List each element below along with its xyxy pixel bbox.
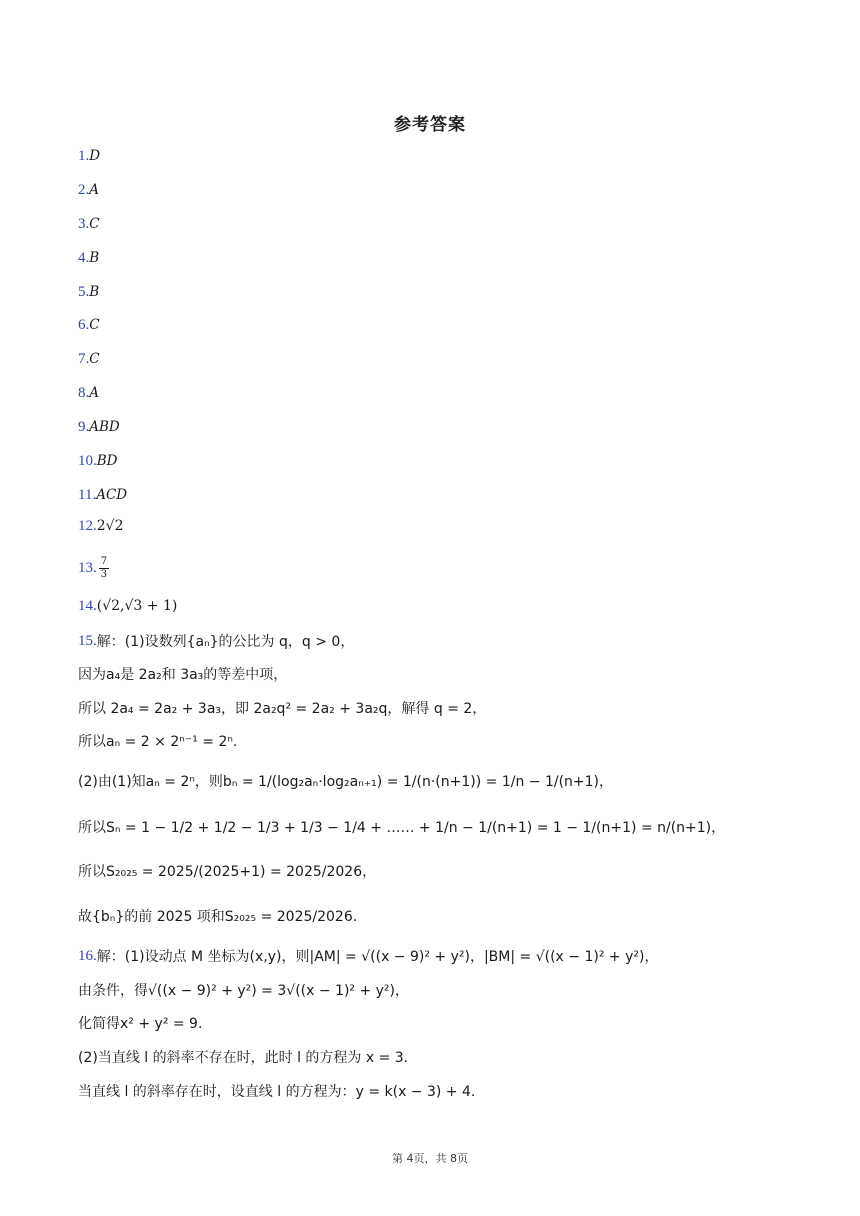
question-number: 12. — [78, 517, 97, 534]
answer-value: BD — [96, 453, 118, 469]
answer-row — [78, 246, 99, 270]
answer-row — [78, 144, 100, 168]
answer-row — [78, 415, 120, 439]
question-number: 3. — [78, 215, 90, 232]
solution-15-line-1: 15. 解：(1)设数列{aₙ}的公比为 q，q > 0， — [78, 632, 355, 650]
answer-value: (√2,√3 + 1) — [96, 598, 178, 614]
answer-value: C — [89, 317, 100, 333]
answer-row — [78, 280, 99, 304]
solution-15-line-3: 所以 2a₄ = 2a₂ + 3a₃，即 2a₂q² = 2a₂ + 3a₂q，解得 q = 2， — [78, 701, 487, 717]
question-number: 6. — [78, 316, 90, 333]
answer-value: B — [89, 284, 100, 300]
answer-fraction: $\frac{7}{3}$ — [100, 555, 108, 580]
question-number: 14. — [78, 597, 97, 614]
answer-value: C — [89, 351, 100, 367]
page-footer: 第 4页，共 8页 — [392, 1152, 468, 1165]
answer-row-12 — [78, 514, 124, 538]
question-number: 10. — [78, 452, 97, 469]
answer-row — [78, 381, 99, 405]
question-number: 9. — [78, 418, 90, 435]
solution-15-line-4: 所以aₙ = 2 × 2ⁿ⁻¹ = 2ⁿ. — [78, 734, 238, 750]
question-number: 16. — [78, 947, 97, 964]
solution-16-line-3: 化简得x² + y² = 9. — [78, 1016, 203, 1032]
answer-value: A — [89, 182, 99, 198]
question-number: 5. — [78, 283, 90, 300]
answer-row — [78, 313, 100, 337]
solution-15-line-2: 因为a₄是 2a₂和 3a₃的等差中项， — [78, 667, 288, 683]
solution-16-line-4: (2)当直线 l 的斜率不存在时，此时 l 的方程为 x = 3. — [78, 1050, 409, 1066]
answer-value: ABD — [89, 419, 120, 435]
answer-row-14 — [78, 594, 177, 618]
answer-value: D — [89, 148, 101, 164]
answer-row — [78, 212, 100, 236]
answer-value: A — [89, 385, 99, 401]
solution-16-line-5: 当直线 l 的斜率存在时，设直线 l 的方程为：y = k(x − 3) + 4. — [78, 1084, 476, 1100]
answer-value: C — [89, 216, 100, 232]
question-number: 8. — [78, 384, 90, 401]
answer-value: ACD — [96, 487, 128, 503]
solution-15-line-7: 所以S₂₀₂₅ = 2025/(2025+1) = 2025/2026， — [78, 864, 377, 880]
solution-15-line-6: 所以Sₙ = 1 − 1/2 + 1/2 − 1/3 + 1/3 − 1/4 + …… + 1/n − 1/(n+1) = 1 − 1/(n+1) = n/(n+1)， — [78, 820, 726, 836]
answer-row — [78, 347, 100, 371]
question-number: 7. — [78, 350, 90, 367]
question-number: 4. — [78, 249, 90, 266]
question-number: 1. — [78, 147, 90, 164]
answer-row — [78, 449, 118, 473]
answer-row-13 — [78, 553, 111, 583]
solution-15-line-8: 故{bₙ}的前 2025 项和S₂₀₂₅ = 2025/2026. — [78, 909, 358, 925]
question-number: 2. — [78, 181, 90, 198]
question-number: 15. — [78, 632, 97, 649]
answer-value: B — [89, 250, 100, 266]
answer-row — [78, 483, 127, 507]
solution-16-line-1: 16. 解：(1)设动点 M 坐标为(x,y)，则|AM| = √((x − 9)² + y²)，|BM| = √((x − 1)² + y²)， — [78, 947, 659, 965]
answer-row — [78, 178, 99, 202]
answer-value: 2√2 — [96, 518, 124, 534]
solution-15-line-5: (2)由(1)知aₙ = 2ⁿ，则bₙ = 1/(log₂aₙ·log₂aₙ₊₁) = 1/(n·(n+1)) = 1/n − 1/(n+1)， — [78, 774, 614, 790]
page-title: 参考答案 — [394, 115, 466, 135]
question-number: 13. — [78, 559, 97, 576]
question-number: 11. — [78, 486, 97, 503]
solution-16-line-2: 由条件，得√((x − 9)² + y²) = 3√((x − 1)² + y²)， — [78, 983, 410, 999]
